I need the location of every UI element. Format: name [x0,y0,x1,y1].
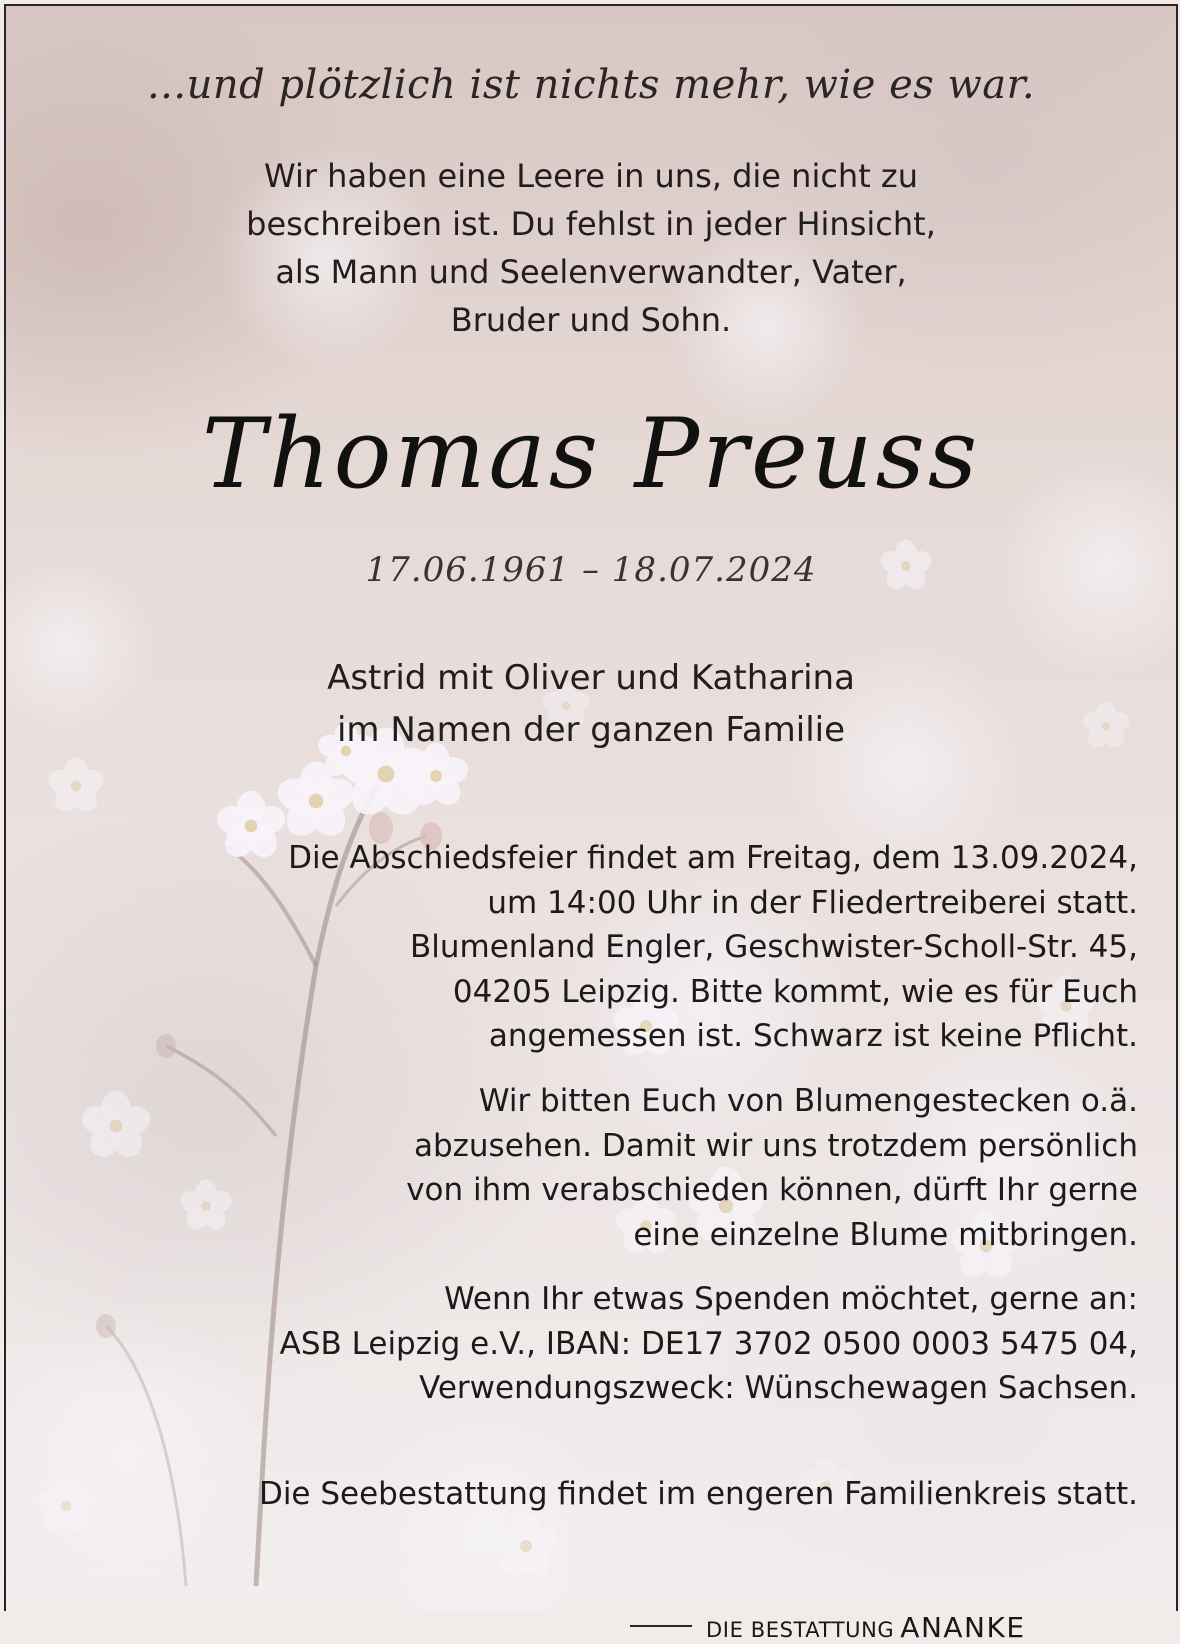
donation-line: Verwendungszweck: Wünschewagen Sachsen. [419,1370,1138,1406]
burial-note: Die Seebestattung findet im engeren Familienkreis statt. [258,1476,1138,1512]
ceremony-line: um 14:00 Uhr in der Fliedertreiberei statt. [487,884,1138,921]
obituary-notice [4,4,1178,1611]
family-signature [6,652,1176,756]
intro-text [6,152,1176,344]
funeral-home-name [706,1611,1026,1644]
ceremony-details [288,836,1138,1059]
deceased-name: Thomas Preuss [201,398,981,510]
funeral-home-prefix: DIE BESTATTUNG [706,1618,895,1642]
intro-line: als Mann und Seelenverwandter, Vater, [275,253,907,291]
intro-line: Wir haben eine Leere in uns, die nicht zu [264,157,918,195]
ceremony-line: Blumenland Engler, Geschwister-Scholl-Str. 45, [409,929,1138,965]
ceremony-line: angemessen ist. Schwarz ist keine Pflicht. [488,1018,1138,1054]
footer-divider [630,1625,692,1627]
flowers-line: eine einzelne Blume mitbringen. [633,1216,1138,1253]
flowers-request [406,1079,1138,1257]
intro-line: Bruder und Sohn. [450,301,732,339]
donation-line: ASB Leipzig e.V., IBAN: DE17 3702 0500 0003 5475 04, [279,1325,1138,1362]
funeral-home-footer [0,1611,1180,1644]
family-line: Astrid mit Oliver und Katharina [327,658,855,698]
opening-quote: ...und plötzlich ist nichts mehr, wie es war. [146,62,1036,108]
life-dates: 17.06.1961 – 18.07.2024 [365,550,817,590]
flowers-line: von ihm verabschieden können, dürft Ihr gerne [406,1172,1138,1208]
funeral-home-brand: ANANKE [900,1611,1026,1644]
flowers-line: abzusehen. Damit wir uns trotzdem persönlich [413,1127,1138,1164]
donation-info [280,1277,1138,1411]
ceremony-line: 04205 Leipzig. Bitte kommt, wie es für Euch [452,973,1138,1010]
family-line: im Namen der ganzen Familie [336,710,846,750]
flowers-line: Wir bitten Euch von Blumengestecken o.ä. [478,1083,1138,1119]
donation-line: Wenn Ihr etwas Spenden möchtet, gerne an: [444,1281,1138,1317]
ceremony-line: Die Abschiedsfeier findet am Freitag, dem 13.09.2024, [288,840,1138,876]
intro-line: beschreiben ist. Du fehlst in jeder Hinsicht, [246,205,936,243]
